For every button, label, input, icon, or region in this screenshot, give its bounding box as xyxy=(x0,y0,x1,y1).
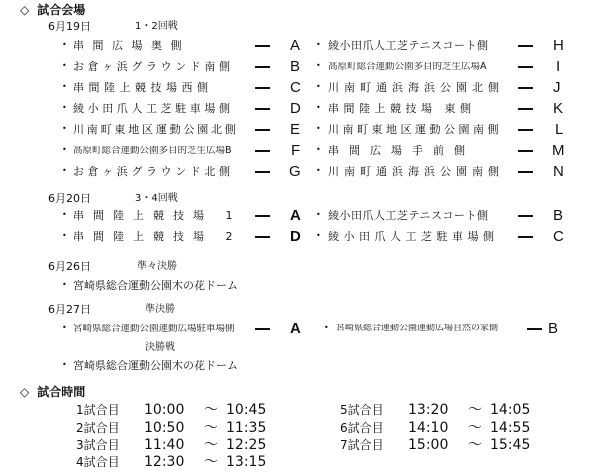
range-separator: ～ xyxy=(468,402,482,418)
right-court-code: B xyxy=(553,207,564,224)
bullet-icon: • xyxy=(316,40,321,49)
left-court-code: E xyxy=(290,121,301,138)
range-separator: ～ xyxy=(204,420,218,436)
dash-line xyxy=(255,215,270,217)
bullet-icon: • xyxy=(316,166,321,175)
right-court-code: M xyxy=(552,142,565,159)
bullet-icon: • xyxy=(316,103,321,112)
bullet-icon: • xyxy=(62,82,67,91)
day1-row xyxy=(0,163,600,186)
final-venue-row xyxy=(0,360,600,380)
bullet-icon: • xyxy=(316,231,321,240)
left-venue: お倉ヶ浜グラウンド北側 xyxy=(73,166,234,177)
day4-date: 6月27日 xyxy=(48,303,91,316)
right-venue: 宮崎県総合運動公園運動広場自然の家側 xyxy=(336,324,499,333)
start-time: 10:00 xyxy=(144,402,185,418)
end-time: 14:55 xyxy=(490,420,531,436)
schedule-row xyxy=(76,403,266,417)
dash-line xyxy=(527,328,542,330)
dash-line xyxy=(255,236,270,238)
schedule-row xyxy=(340,403,530,417)
dash-line xyxy=(255,45,270,47)
left-court-code: D xyxy=(290,100,301,117)
day3-venue-row xyxy=(0,280,600,300)
game-label: 3試合目 xyxy=(76,438,120,452)
end-time: 12:25 xyxy=(226,437,267,453)
right-venue: 綾小田爪人工芝テニスコート側 xyxy=(328,40,489,51)
range-separator: ～ xyxy=(204,437,218,453)
left-venue: 串間陸上競技場西側 xyxy=(73,82,213,93)
diamond-icon: ◇ xyxy=(20,385,30,399)
start-time: 15:00 xyxy=(408,437,449,453)
end-time: 15:45 xyxy=(490,437,531,453)
schedule-row xyxy=(76,421,266,435)
bullet-icon: • xyxy=(62,210,67,219)
day1-row xyxy=(0,121,600,144)
day4-row xyxy=(0,320,600,343)
right-venue: 川南町通浜海浜公園南側 xyxy=(328,166,504,177)
start-time: 14:10 xyxy=(408,420,449,436)
right-court-code: C xyxy=(553,228,564,245)
bullet-icon: • xyxy=(316,210,321,219)
bullet-icon: • xyxy=(62,40,67,49)
dash-line xyxy=(518,150,533,152)
left-court-code: B xyxy=(290,58,301,75)
game-label: 4試合目 xyxy=(76,455,120,469)
left-court-code: G xyxy=(289,163,301,180)
right-court-code: B xyxy=(548,320,559,337)
day1-row xyxy=(0,58,600,81)
start-time: 13:20 xyxy=(408,402,449,418)
left-court-code: F xyxy=(291,142,301,159)
dash-line xyxy=(518,45,533,47)
day3-venue: 宮崎県総合運動公園木の花ドーム xyxy=(73,280,238,291)
dash-line xyxy=(255,328,270,330)
right-venue: 川南町東地区運動公園南側 xyxy=(328,124,502,135)
day1-row xyxy=(0,37,600,60)
end-time: 10:45 xyxy=(226,402,267,418)
left-court-code: A xyxy=(290,207,301,224)
bullet-icon: • xyxy=(316,124,321,133)
left-venue: 宮崎県総合運動公園運動広場駐車場側 xyxy=(73,324,235,334)
bullet-icon: • xyxy=(62,360,67,369)
venue-section-header xyxy=(20,4,85,16)
dash-line xyxy=(255,129,270,131)
day2-date: 6月20日 xyxy=(48,192,91,205)
right-court-code: H xyxy=(553,37,564,54)
bullet-icon: • xyxy=(62,103,67,112)
bullet-icon: • xyxy=(62,166,67,175)
final-label: 決勝戦 xyxy=(145,342,175,353)
end-time: 14:05 xyxy=(490,402,531,418)
bullet-icon: • xyxy=(324,323,329,332)
schedule-row xyxy=(76,455,266,469)
day3-date: 6月26日 xyxy=(48,260,91,273)
range-separator: ～ xyxy=(468,437,482,453)
right-venue: 串間広場手前側 xyxy=(328,145,475,156)
dash-line xyxy=(255,171,270,173)
left-venue: 串間陸上競技場 1 xyxy=(73,210,242,221)
dash-line xyxy=(255,150,270,152)
bullet-icon: • xyxy=(62,145,67,154)
end-time: 13:15 xyxy=(226,454,267,470)
dash-line xyxy=(518,171,533,173)
schedule-row xyxy=(76,438,266,452)
left-court-code: A xyxy=(290,320,301,337)
time-section-header xyxy=(20,386,85,398)
bullet-icon: • xyxy=(316,82,321,91)
left-court-code: D xyxy=(290,228,301,245)
bullet-icon: • xyxy=(62,124,67,133)
left-venue: 綾小田爪人工芝駐車場側 xyxy=(73,103,234,114)
right-venue: 高原町総合運動公園多目的芝生広場A xyxy=(328,62,487,72)
dash-line xyxy=(518,87,533,89)
right-court-code: J xyxy=(553,79,561,96)
dash-line xyxy=(255,87,270,89)
day4-round: 準決勝 xyxy=(145,304,175,315)
left-venue: 串間広場奥側 xyxy=(73,40,190,51)
day1-row xyxy=(0,79,600,102)
right-venue: 綾小田爪人工芝テニスコート側 xyxy=(328,210,489,221)
start-time: 10:50 xyxy=(144,420,185,436)
dash-line xyxy=(518,66,533,68)
day2-round: 3・4回戦 xyxy=(135,193,178,204)
dash-line xyxy=(518,108,533,110)
diamond-icon: ◇ xyxy=(20,3,30,17)
day1-row xyxy=(0,100,600,123)
left-court-code: A xyxy=(290,37,301,54)
day1-round: 1・2回戦 xyxy=(135,21,178,32)
left-venue: 串間陸上競技場 2 xyxy=(73,231,242,242)
dash-line xyxy=(518,236,533,238)
dash-line xyxy=(255,108,270,110)
right-venue: 串間陸上競技場 東側 xyxy=(328,103,476,114)
right-venue: 川南町通浜海浜公園北側 xyxy=(328,82,504,93)
game-label: 5試合目 xyxy=(340,403,384,417)
bullet-icon: • xyxy=(316,61,321,70)
bullet-icon: • xyxy=(62,231,67,240)
dash-line xyxy=(518,215,533,217)
final-venue: 宮崎県総合運動公園木の花ドーム xyxy=(73,360,238,371)
right-court-code: I xyxy=(556,58,561,75)
left-venue: お倉ヶ浜グラウンド南側 xyxy=(73,61,234,72)
day2-row xyxy=(0,207,600,230)
bullet-icon: • xyxy=(316,145,321,154)
bullet-icon: • xyxy=(62,280,67,289)
left-venue: 高原町総合運動公園多目的芝生広場B xyxy=(73,146,232,156)
game-label: 2試合目 xyxy=(76,421,120,435)
right-venue: 綾小田爪人工芝駐車場側 xyxy=(328,231,499,242)
left-court-code: C xyxy=(290,79,301,96)
left-venue: 川南町東地区運動公園北側 xyxy=(73,124,239,135)
range-separator: ～ xyxy=(468,420,482,436)
day1-date: 6月19日 xyxy=(48,20,91,33)
day1-row xyxy=(0,142,600,165)
range-separator: ～ xyxy=(204,454,218,470)
right-court-code: L xyxy=(555,121,564,138)
right-court-code: N xyxy=(553,163,564,180)
dash-line xyxy=(518,129,533,131)
start-time: 12:30 xyxy=(144,454,185,470)
game-label: 6試合目 xyxy=(340,421,384,435)
schedule-row xyxy=(340,421,530,435)
game-label: 7試合目 xyxy=(340,438,384,452)
range-separator: ～ xyxy=(204,402,218,418)
time-section-title: 試合時間 xyxy=(37,385,86,399)
game-label: 1試合目 xyxy=(76,403,120,417)
schedule-row xyxy=(340,438,530,452)
venue-section-title: 試合会場 xyxy=(37,3,86,17)
bullet-icon: • xyxy=(62,323,67,332)
day2-row xyxy=(0,228,600,251)
bullet-icon: • xyxy=(62,61,67,70)
right-court-code: K xyxy=(553,100,564,117)
dash-line xyxy=(255,66,270,68)
end-time: 11:35 xyxy=(226,420,267,436)
day3-round: 準々決勝 xyxy=(137,261,177,272)
start-time: 11:40 xyxy=(144,437,185,453)
